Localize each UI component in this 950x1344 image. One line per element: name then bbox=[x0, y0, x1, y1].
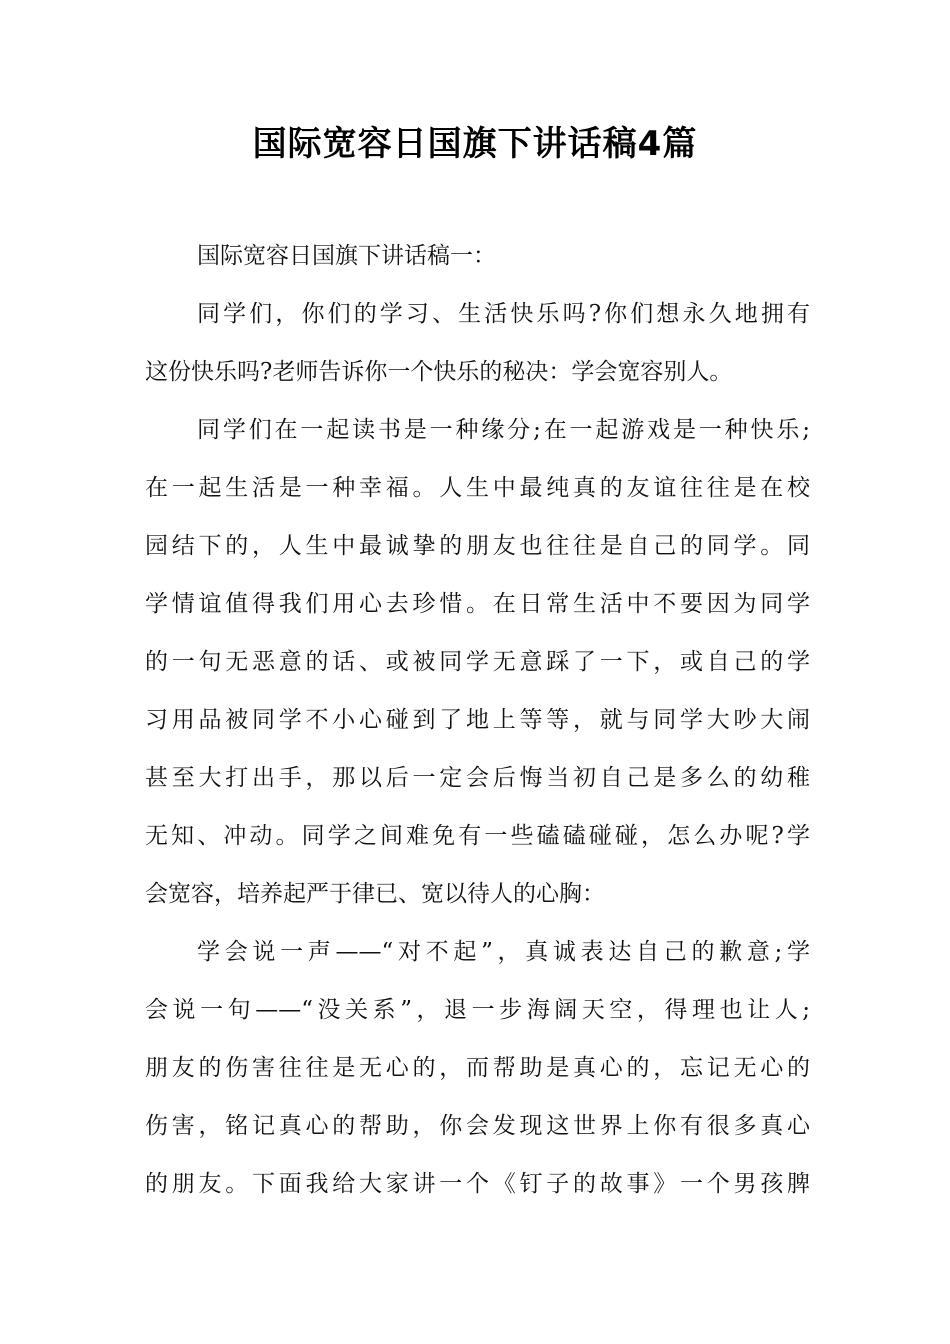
text-line: 无知、冲动。同学之间难免有一些磕磕碰碰，怎么办呢?学 bbox=[145, 823, 810, 849]
document-body bbox=[145, 227, 810, 1213]
text-line: 园结下的，人生中最诚挚的朋友也往往是自己的同学。同 bbox=[145, 533, 810, 559]
text-line: 会宽容，培养起严于律已、宽以待人的心胸： bbox=[145, 881, 605, 907]
text-line: 同学们在一起读书是一种缘分;在一起游戏是一种快乐; bbox=[197, 417, 810, 443]
text-line: 的一句无恶意的话、或被同学无意踩了一下，或自己的学 bbox=[145, 649, 810, 675]
text-line: 朋友的伤害往往是无心的，而帮助是真心的，忘记无心的 bbox=[145, 1055, 810, 1081]
text-line: 习用品被同学不小心碰到了地上等等，就与同学大吵大闹 bbox=[145, 707, 810, 733]
text-line: 这份快乐吗?老师告诉你一个快乐的秘决：学会宽容别人。 bbox=[145, 359, 733, 385]
text-line: 国际宽容日国旗下讲话稿一： bbox=[197, 243, 496, 269]
text-line: 的朋友。下面我给大家讲一个《钉子的故事》一个男孩脾 bbox=[145, 1171, 810, 1197]
document-title: 国际宽容日国旗下讲话稿4篇 bbox=[252, 124, 698, 164]
text-line: 同学们，你们的学习、生活快乐吗?你们想永久地拥有 bbox=[197, 301, 810, 327]
text-line: 甚至大打出手，那以后一定会后悔当初自己是多么的幼稚 bbox=[145, 765, 810, 791]
text-line: 学会说一声——“对不起”，真诚表达自己的歉意;学 bbox=[197, 939, 810, 965]
text-line: 伤害，铭记真心的帮助，你会发现这世界上你有很多真心 bbox=[145, 1113, 810, 1139]
text-line: 会说一句——“没关系”，退一步海阔天空，得理也让人; bbox=[145, 997, 810, 1023]
text-line: 学情谊值得我们用心去珍惜。在日常生活中不要因为同学 bbox=[145, 591, 810, 617]
text-line: 在一起生活是一种幸福。人生中最纯真的友谊往往是在校 bbox=[145, 475, 810, 501]
